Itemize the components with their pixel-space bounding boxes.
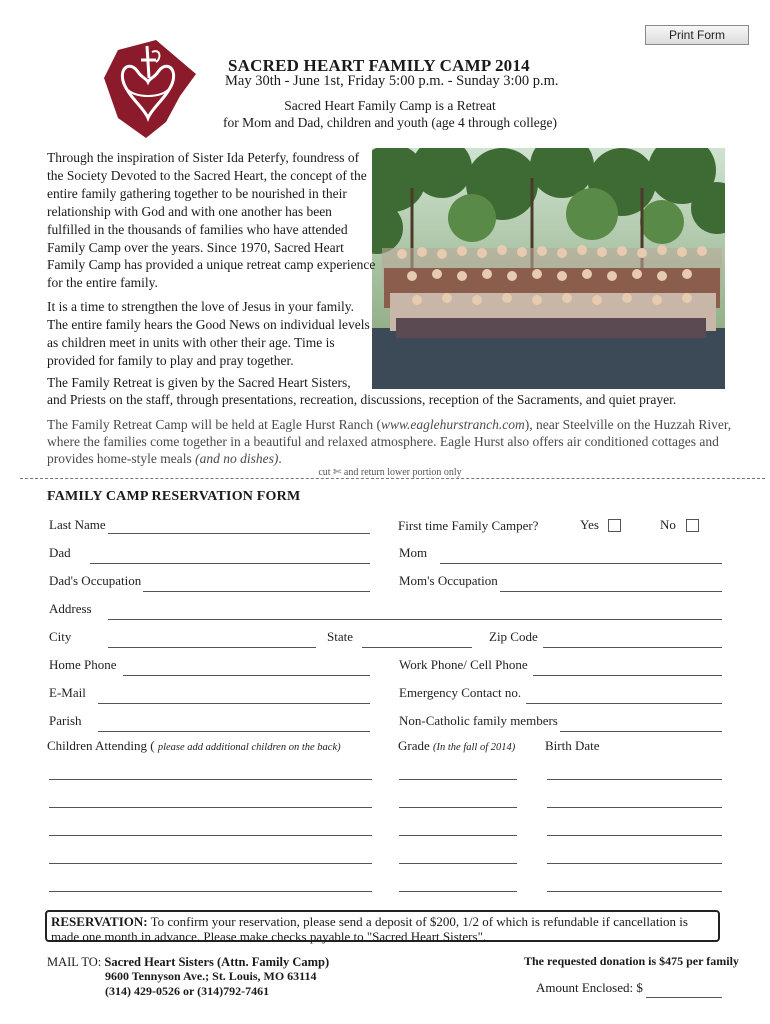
- location-paragraph: The Family Retreat Camp will be held at Eagle Hurst Ranch (www.eaglehurstranch.com), near Steelville on the Huzzah River, where the families come together in a beautiful and relaxed atmosphere. Eagle Hurst also offers air conditioned cottages and provides home-style meals (and no dishes).: [47, 417, 732, 466]
- scissors-icon: ✄: [333, 467, 342, 478]
- city-field[interactable]: [108, 647, 316, 648]
- family-camp-group-photo: [372, 148, 725, 389]
- child-birth-date-field[interactable]: [547, 779, 722, 780]
- state-field[interactable]: [362, 647, 472, 648]
- child-birth-date-field[interactable]: [547, 891, 722, 892]
- zip-field[interactable]: [543, 647, 722, 648]
- children-attending-label: Children Attending ( please add additional children on the back): [47, 738, 341, 753]
- work-phone-label: Work Phone/ Cell Phone: [399, 657, 528, 672]
- retreat-paragraph-line1: The Family Retreat is given by the Sacred Heart Sisters,: [47, 375, 351, 390]
- email-label: E-Mail: [49, 685, 86, 700]
- dad-label: Dad: [49, 545, 71, 560]
- child-name-field[interactable]: [49, 807, 372, 808]
- page-title: SACRED HEART FAMILY CAMP 2014: [228, 56, 530, 75]
- child-birth-date-field[interactable]: [547, 863, 722, 864]
- non-catholic-label: Non-Catholic family members: [399, 713, 558, 728]
- child-grade-field[interactable]: [399, 807, 517, 808]
- yes-checkbox[interactable]: [608, 519, 621, 532]
- non-catholic-field[interactable]: [560, 731, 722, 732]
- home-phone-label: Home Phone: [49, 657, 117, 672]
- child-grade-field[interactable]: [399, 863, 517, 864]
- parish-label: Parish: [49, 713, 82, 728]
- dads-occupation-label: Dad's Occupation: [49, 573, 142, 588]
- last-name-label: Last Name: [49, 517, 106, 532]
- child-grade-field[interactable]: [399, 835, 517, 836]
- reservation-notice: RESERVATION: To confirm your reservation, please send a deposit of $200, 1/2 of which is refundable if cancellation is made one month in advance. Please make checks payable to "Sacred Heart Sisters".: [45, 910, 720, 942]
- child-grade-field[interactable]: [399, 779, 517, 780]
- no-label: No: [660, 517, 676, 532]
- child-name-field[interactable]: [49, 891, 372, 892]
- child-birth-date-field[interactable]: [547, 835, 722, 836]
- zip-label: Zip Code: [489, 629, 538, 644]
- grade-label: Grade (In the fall of 2014): [398, 738, 516, 753]
- moms-occupation-field[interactable]: [500, 591, 722, 592]
- mail-address: 9600 Tennyson Ave.; St. Louis, MO 63114: [105, 969, 317, 983]
- cut-line: [20, 478, 765, 479]
- mom-field[interactable]: [440, 563, 722, 564]
- emergency-contact-label: Emergency Contact no.: [399, 685, 522, 700]
- emergency-contact-field[interactable]: [526, 703, 722, 704]
- work-phone-field[interactable]: [533, 675, 722, 676]
- mail-to: MAIL TO: Sacred Heart Sisters (Attn. Family Camp): [47, 955, 330, 969]
- intro-paragraph: Through the inspiration of Sister Ida Peterfy, foundress of the Society Devoted to the Sacred Heart, the concept of the entire family gathering together to be nourished in their relationship with God and with one another has been fulfilled in the thousands of families who have attended Family Camp over the years. Since 1970, Sacred Heart Family Camp has provided a unique retreat camp experience for the entire family.: [47, 150, 376, 291]
- mom-label: Mom: [399, 545, 428, 560]
- requested-donation: The requested donation is $475 per family: [524, 954, 739, 968]
- dads-occupation-field[interactable]: [143, 591, 370, 592]
- no-checkbox[interactable]: [686, 519, 699, 532]
- print-form-button[interactable]: Print Form: [645, 25, 749, 45]
- yes-label: Yes: [580, 517, 599, 532]
- child-birth-date-field[interactable]: [547, 807, 722, 808]
- email-field[interactable]: [98, 703, 370, 704]
- ranch-website-link[interactable]: www.eaglehurstranch.com: [381, 417, 525, 432]
- state-label: State: [327, 629, 353, 644]
- amount-enclosed-label: Amount Enclosed: $: [536, 980, 643, 995]
- moms-occupation-label: Mom's Occupation: [399, 573, 498, 588]
- child-name-field[interactable]: [49, 835, 372, 836]
- child-name-field[interactable]: [49, 779, 372, 780]
- mail-phone: (314) 429-0526 or (314)792-7461: [105, 984, 270, 998]
- birth-date-label: Birth Date: [545, 738, 600, 753]
- address-field[interactable]: [108, 619, 722, 620]
- home-phone-field[interactable]: [123, 675, 370, 676]
- first-time-label: First time Family Camper?: [398, 518, 539, 533]
- form-title: FAMILY CAMP RESERVATION FORM: [47, 489, 301, 504]
- purpose-paragraph: It is a time to strengthen the love of Jesus in your family. The entire family hears the Good News on individual levels as children meet in units with other their age. Time is provided for family to play and pray together.: [47, 299, 370, 368]
- retreat-paragraph-line2: and Priests on the staff, through presentations, recreation, discussions, reception of the Sacraments, and quiet prayer.: [47, 392, 677, 407]
- retreat-line-2: for Mom and Dad, children and youth (age 4 through college): [222, 115, 558, 130]
- city-label: City: [49, 629, 72, 644]
- retreat-line-1: Sacred Heart Family Camp is a Retreat: [284, 98, 496, 113]
- child-grade-field[interactable]: [399, 891, 517, 892]
- dad-field[interactable]: [90, 563, 370, 564]
- parish-field[interactable]: [98, 731, 370, 732]
- cut-instruction: cut ✄ and return lower portion only: [318, 467, 462, 478]
- amount-enclosed-field[interactable]: [646, 997, 722, 998]
- last-name-field[interactable]: [108, 533, 370, 534]
- address-label: Address: [49, 601, 92, 616]
- child-name-field[interactable]: [49, 863, 372, 864]
- camp-dates: May 30th - June 1st, Friday 5:00 p.m. - Sunday 3:00 p.m.: [225, 73, 559, 89]
